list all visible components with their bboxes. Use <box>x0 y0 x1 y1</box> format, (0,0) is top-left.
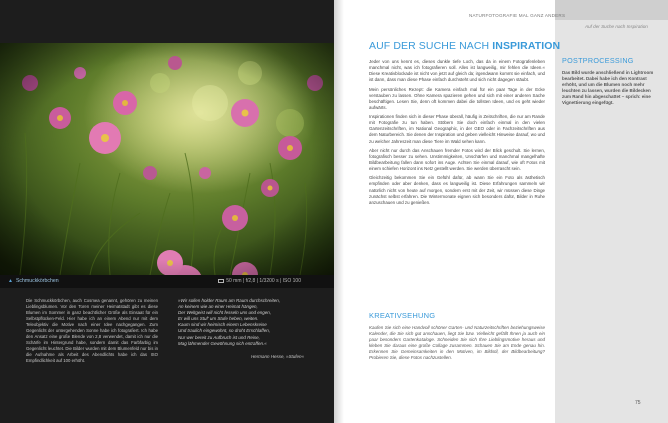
tip-paragraph: Kaufen Sie sich eine Handvoll schöner Garten- und Naturzeitschriften beziehungsweise Kalender, die Sie sich gut anschauen, liegt Sie bzw. Vielleicht gefällt Ihnen ja auch ein paar besonders Gartenkataloge. Schneiden Sie sich Ihre Lieblingsmotive heraus und kleben Sie daraus eine große Collage zusammen. Schauen Sie am Ende genau hin. Erkennen Sie Gemeinsamkeiten in den Motiven, im Bildstil, der Bildbearbeitung? Probieren Sie, diese Fotos nachzustellen. <box>369 325 545 361</box>
photo-caption <box>8 276 59 287</box>
quote-line: Er will uns Stuf' um Stufe heben, weiten. <box>178 316 259 322</box>
photo-image <box>0 43 334 275</box>
camera-icon <box>218 279 224 283</box>
section-heading-light: AUF DER SUCHE NACH <box>369 40 493 52</box>
sidebar-header-band <box>555 0 668 20</box>
exif-info <box>218 276 301 287</box>
quote-line: Nur wer bereit zu Aufbruch ist und Reise, <box>178 334 260 340</box>
triangle-right-icon: ▲ <box>8 278 13 284</box>
section-heading-bold: INSPIRATION <box>492 40 561 52</box>
running-header-sub: Auf der Suche nach Inspiration <box>585 24 648 29</box>
photo-caption-bar <box>0 275 334 288</box>
photo-caption-text: Schmuckkörbchen <box>15 278 59 284</box>
exif-text: 50 mm | f/2,8 | 1/3200 s | ISO 100 <box>226 278 301 284</box>
body-paragraph: Jeder von uns kennt es, dieses dunkle tiefe Loch, das da in einem Fotografenleben manchmal nicht, was ich fotografieren soll. Alles ist langweilig, mir fehlen die Ideen.« Diese Kreativblockade ist nicht von jetzt auf gleich da; irgendwann kommt sie einfach, und ist dann, dass man diese Phase einfach durchsteht und sich nicht dagegen stäubt. <box>369 59 545 83</box>
quote-line: An keinem wie an einer Heimat hängen, <box>178 304 258 310</box>
quote-line: »Wir sollen holder Raum am Raum durchschreiten, <box>178 298 281 303</box>
main-body <box>369 59 545 209</box>
body-paragraph: Gleichzeitig bekommen Sie ein Gefühl dafür, ab wann Sie ein Foto als ästhetisch empfinden oder aber denken, dass es langweilig ist. Diese Erfahrungen sammeln wir natürlich nicht von heute auf morgen, sondern erst mit der Zeit, wir müssen diese Dinge zunächst selbst erfahren. Die Wintermonate eignen sich besonders dafür, Bilder in Ruhe anzuschauen und zu genießen. <box>369 175 545 205</box>
quote-line: Mag lähmender Gewöhnung sich entraffen.« <box>178 340 267 346</box>
sidebar-heading: POSTPROCESSING <box>562 56 634 65</box>
body-paragraph: Aber nicht nur durch das Anschauen fremder Fotos wird der Blick geschult. Sie lernen, fotografisch besser zu sehen. Unstimmigkeiten, Unschärfen und manchmal mangelhafte Bildbearbeitung fallen dann sofort ins Auge. Achten Sie einmal darauf, wie oft Fotos mit einem schiefen Horizont ins Netz gestellt werden. Sie werden überrascht sein. <box>369 147 545 172</box>
photo-description: Die Schmuckkörbchen, auch Cosmea genannt, gehören zu meinen Lieblingsblumen. Vor den Toren meiner Heimatstadt gibt es diese Blumen im Sommer in ganz beachtlicher Größe als Einsaat für ein Selbstpflücken-Feld. Hier habe ich an einem Abend nur mit dem Teleobjektiv die Motive nach einer Idee nachgegangen. Zum Gegenlicht der untergehenden Sonne habe ich fotografiert. Ich habe den Ansatz eine große Blende von 2,8 verwendet, damit ich nur die Schärfe im Hintergrund habe, sondern damit das Farbfarbig im Gegenlicht leuchtet. Die Bilder wurden mit dem Blumenfeld nur bis in die Aufnahme als Arbeit des Abendlichts habe ich das ISO Empfindlichkeit auf 100 erhöht. <box>26 298 158 364</box>
quote-line: Und traulich eingewohnt, so droht Erschlaffen, <box>178 328 271 334</box>
running-header: NATURFOTOGRAFIE MAL GANZ ANDERS <box>469 13 566 18</box>
hesse-quote <box>178 298 318 360</box>
sub-heading: KREATIVSEHUNG <box>369 311 436 320</box>
quote-author: Hermann Hesse, »Stufen« <box>250 353 304 359</box>
section-heading <box>369 40 560 52</box>
body-paragraph: Inspirationen finden sich in dieser Phase überall, häufig in Zeitschriften, die nur am Rande mit Fotografie zu tun haben. Stöbern Sie doch einfach einmal in den vielen Gartenzeitschriften, im National Geographic, in der GEO oder in Fachzeitschriften aus dem Naturbereich. Sie denen der Inspiration und geben vielleicht Hinweise darauf, wo und zu welcher Jahreszeit man diese Tiere im Wald sehen kann. <box>369 114 545 144</box>
book-gutter-shadow <box>334 0 344 423</box>
cosmos-flower-photo <box>0 43 334 275</box>
quote-line: Kaum sind wir heimisch einem Lebenskreise <box>178 322 267 328</box>
sidebar-text: Das Bild wurde anschließend in Lightroom bearbeitet. Dabei habe ich den Kontrast erhöht, und um die Blumen noch mehr leuchten zu lassen, wurden die Bildecken zum Rand hin abgeschattet – sprich: eine Vignettierung eingefügt. <box>562 70 654 106</box>
quote-line: Der Weltgeist will nicht fesseln uns und engen, <box>178 310 271 316</box>
body-paragraph: Mein persönliches Rezept: die Kamera einfach mal für ein paar Tage in der Ecke verstauben zu lassen. Ohne Kamera spazieren gehen und sich mit einer anderen Sache beschäftigen. Lesen Sie, denn oft kommen dabei die tollsten Ideen, und es geht wieder aufwärts. <box>369 86 545 110</box>
page-number: 75 <box>635 400 641 406</box>
